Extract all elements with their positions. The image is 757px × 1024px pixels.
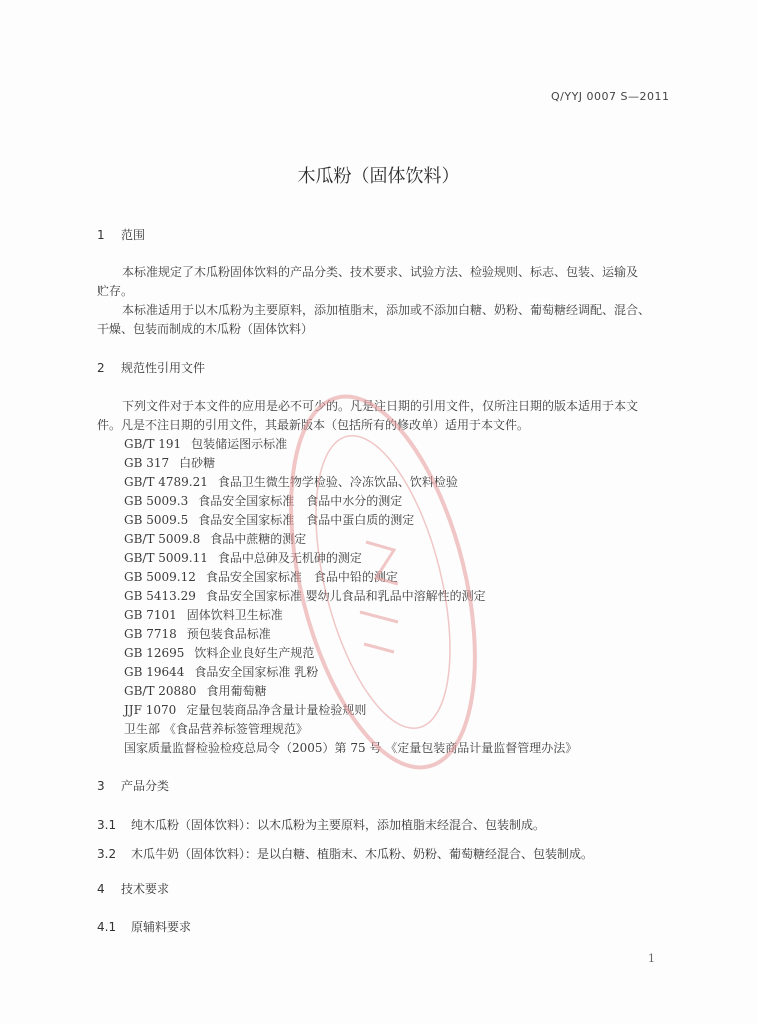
reference-code: GB/T 4789.21 [124,475,208,489]
reference-code: GB 7101 [124,608,177,622]
section-number: 3 [97,779,105,793]
reference-extra: 卫生部 《食品营养标签管理规范》 [124,722,308,736]
reference-code: GB 12695 [124,646,185,660]
reference-extra: 国家质量监督检验检疫总局令（2005）第 75 号 《定量包装商品计量监督管理办法》 [124,741,578,755]
reference-title: 白砂糖 [179,456,216,470]
reference-title: 固体饮料卫生标准 [186,608,283,622]
section-number: 2 [97,361,105,375]
section-1-heading [97,226,145,243]
section-3-heading [97,777,169,794]
reference-title: 食品安全国家标准 乳粉 [194,665,319,679]
seal-stamp [248,382,508,782]
reference-code: GB/T 5009.11 [124,551,208,565]
paragraph-line: 本标准适用于以木瓜粉为主要原料，添加植脂末，添加或不添加白糖、奶粉、葡萄糖经调配、混合、 [122,303,651,317]
reference-title: 食品中蔗糖的测定 [210,532,307,546]
section-title: 规范性引用文件 [121,361,206,375]
document-title: 木瓜粉（固体饮料） [297,166,460,187]
reference-item [124,682,266,699]
item-text: 木瓜牛奶（固体饮料）：是以白糖、植脂末、木瓜粉、奶粉、葡萄糖经混合、包装制成。 [131,847,594,861]
reference-title: 预包装食品标准 [186,627,271,641]
subsection-4-1 [97,918,191,935]
reference-title: 定量包装商品净含量计量检验规则 [186,703,367,717]
reference-title: 食品安全国家标准 食品中水分的测定 [198,494,403,508]
paragraph-line: 本标准规定了木瓜粉固体饮料的产品分类、技术要求、试验方法、检验规则、标志、包装、运输及 [122,265,639,279]
reference-title: 食品卫生微生物学检验、冷冻饮品、饮料检验 [217,475,458,489]
paragraph-line: 件。凡是不注日期的引用文件，其最新版本（包括所有的修改单）适用于本文件。 [97,418,530,432]
item-number: 3.2 [97,847,117,861]
reference-title: 食品中总砷及无机砷的测定 [217,551,362,565]
section-number: 1 [97,228,105,242]
reference-item [124,454,215,471]
section-title: 产品分类 [121,779,170,793]
reference-code: JJF 1070 [124,703,177,717]
reference-code: GB 7718 [124,627,177,641]
reference-title: 饮料企业良好生产规范 [194,646,315,660]
item-number: 3.1 [97,818,117,832]
classification-item [97,816,545,833]
reference-title: 包装储运图示标准 [191,437,288,451]
reference-code: GB/T 5009.8 [124,532,201,546]
section-number: 4 [97,882,105,896]
reference-code: GB/T 191 [124,437,182,451]
reference-code: GB 5009.3 [124,494,189,508]
reference-code: GB 5413.29 [124,589,196,603]
reference-code: GB 19644 [124,665,185,679]
reference-title: 食品安全国家标准 食品中铅的测定 [205,570,398,584]
section-4-heading [97,880,169,897]
item-number: 4.1 [97,920,117,934]
standard-code: Q/YYJ 0007 S—2011 [551,90,670,103]
reference-code: GB 317 [124,456,170,470]
reference-title: 食品安全国家标准 婴幼儿食品和乳品中溶解性的测定 [205,589,486,603]
section-2-heading [97,359,205,376]
paragraph-line: 下列文件对于本文件的应用是必不可少的。凡是注日期的引用文件，仅所注日期的版本适用于本文 [122,399,639,413]
reference-title: 食用葡萄糖 [206,684,267,698]
section-title: 范围 [121,228,146,242]
reference-title: 食品安全国家标准 食品中蛋白质的测定 [198,513,415,527]
section-title: 技术要求 [121,882,170,896]
item-text: 纯木瓜粉（固体饮料）：以木瓜粉为主要原料，添加植脂末经混合、包装制成。 [131,818,546,832]
paragraph-line: 贮存。 [97,284,134,298]
reference-code: GB 5009.5 [124,513,189,527]
paragraph-line: 干燥、包装而制成的木瓜粉（固体饮料） [97,322,314,336]
page-number: 1 [648,952,655,965]
reference-code: GB 5009.12 [124,570,196,584]
item-text: 原辅料要求 [131,920,192,934]
reference-code: GB/T 20880 [124,684,197,698]
classification-item [97,845,593,862]
